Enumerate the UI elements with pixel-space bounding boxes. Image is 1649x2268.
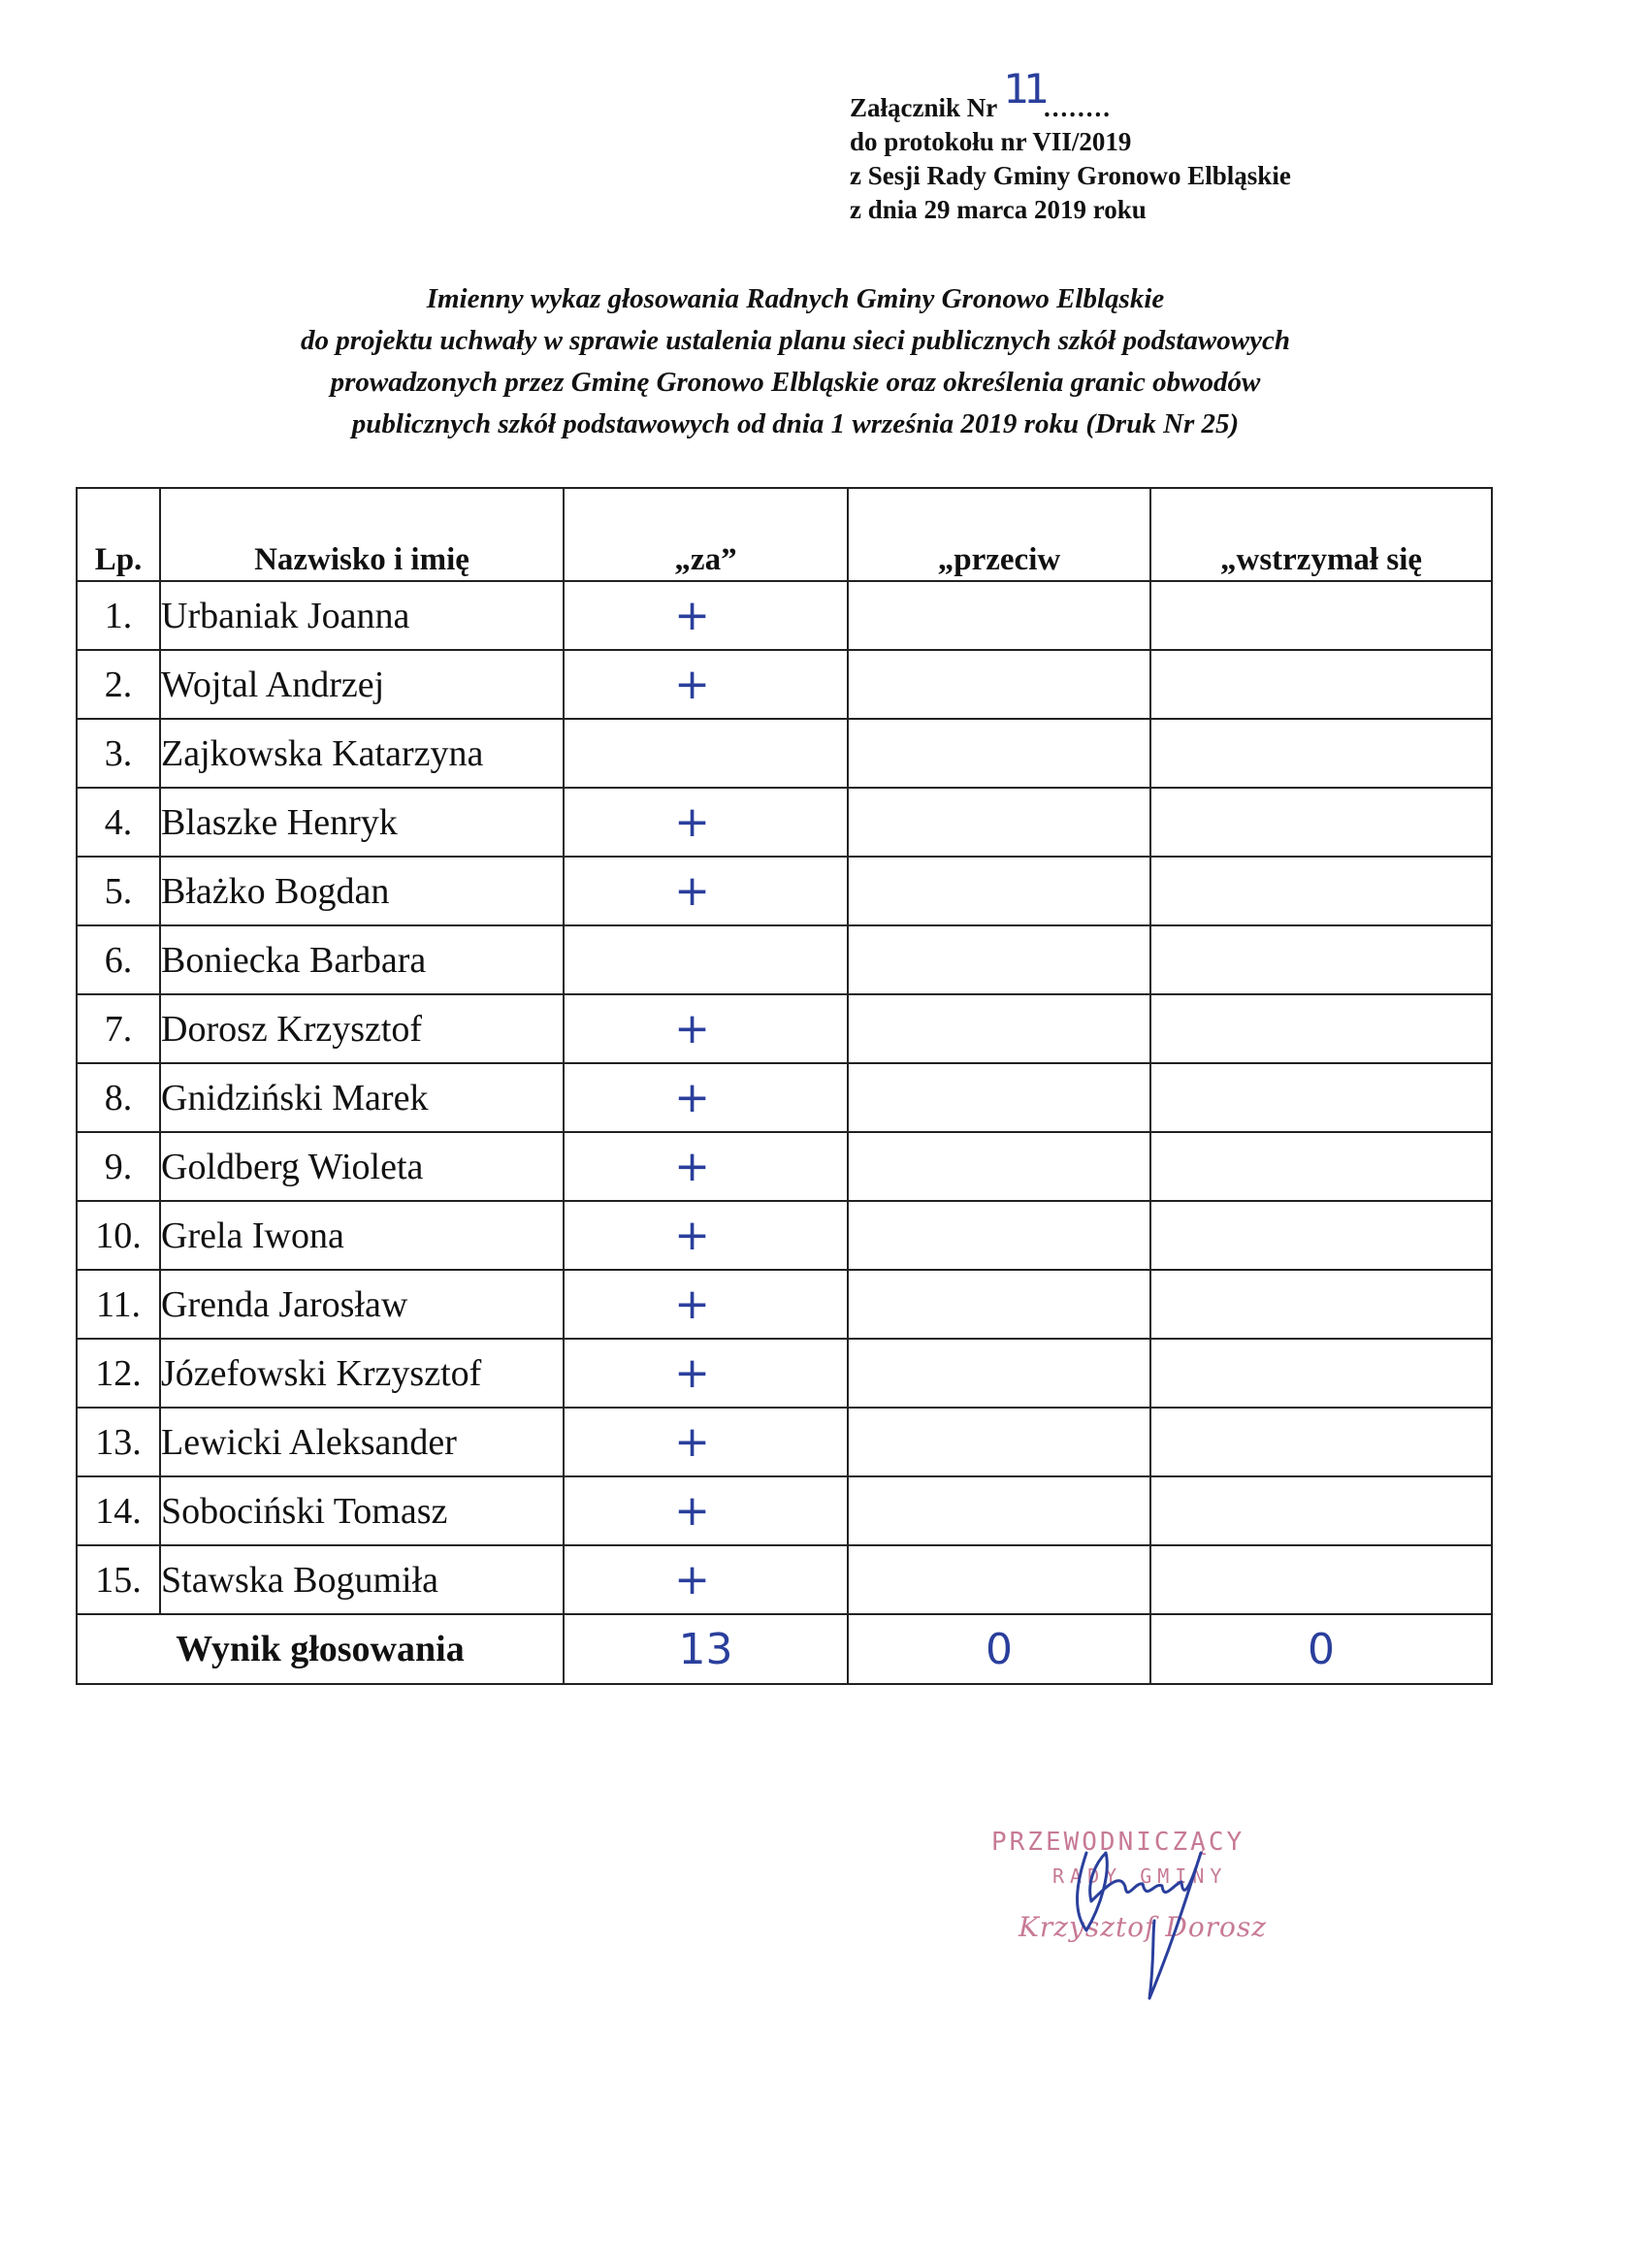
table-row: [77, 581, 1492, 650]
table-row: [77, 1339, 1492, 1408]
row-lp: 11.: [77, 1270, 160, 1339]
row-przeciw: [848, 719, 1150, 788]
title-line-1: Imienny wykaz głosowania Radnych Gminy Gronowo Elbląskie: [426, 283, 1165, 314]
row-przeciw: [848, 1339, 1150, 1408]
row-wstrzymal: [1150, 581, 1492, 650]
row-lp: 1.: [77, 581, 160, 650]
row-przeciw: [848, 581, 1150, 650]
row-name: Błażko Bogdan: [160, 857, 564, 925]
row-za: [564, 1339, 848, 1408]
stamp-line-1: PRZEWODNICZĄCY: [991, 1828, 1245, 1857]
row-wstrzymal: [1150, 994, 1492, 1063]
row-lp: 10.: [77, 1201, 160, 1270]
row-za: [564, 1408, 848, 1476]
stamp-line-3: Krzysztof Dorosz: [1018, 1911, 1268, 1943]
row-przeciw: [848, 1201, 1150, 1270]
row-za: [564, 650, 848, 719]
row-za: [564, 1063, 848, 1132]
row-lp: 3.: [77, 719, 160, 788]
table-row: [77, 719, 1492, 788]
protocol-line: do protokołu nr VII/2019: [850, 127, 1132, 156]
row-przeciw: [848, 1063, 1150, 1132]
row-wstrzymal: [1150, 1476, 1492, 1545]
date-line: z dnia 29 marca 2019 roku: [850, 195, 1147, 224]
row-za: [564, 719, 848, 788]
row-przeciw: [848, 1408, 1150, 1476]
row-za-mark: +: [674, 1073, 710, 1122]
row-lp: 7.: [77, 994, 160, 1063]
row-name: Blaszke Henryk: [160, 788, 564, 857]
row-przeciw: [848, 788, 1150, 857]
row-name: Grela Iwona: [160, 1201, 564, 1270]
row-wstrzymal: [1150, 1339, 1492, 1408]
row-lp: 8.: [77, 1063, 160, 1132]
row-za-mark: +: [674, 1486, 710, 1536]
chairman-stamp: [980, 1814, 1300, 2008]
row-lp: 13.: [77, 1408, 160, 1476]
total-za-value: 13: [678, 1624, 733, 1674]
table-row: [77, 788, 1492, 857]
total-label: Wynik głosowania: [77, 1614, 564, 1684]
document-title: [116, 278, 1474, 445]
voting-table: [76, 487, 1493, 1685]
table-row: [77, 1201, 1492, 1270]
row-name: Goldberg Wioleta: [160, 1132, 564, 1201]
row-wstrzymal: [1150, 1270, 1492, 1339]
row-za-mark: +: [674, 1555, 710, 1604]
row-name: Lewicki Aleksander: [160, 1408, 564, 1476]
table-row: [77, 857, 1492, 925]
row-przeciw: [848, 650, 1150, 719]
total-row: [77, 1614, 1492, 1684]
total-przeciw-value: 0: [986, 1624, 1013, 1674]
table-body: [77, 581, 1492, 1614]
table-row: [77, 1476, 1492, 1545]
row-za-mark: +: [674, 1142, 710, 1191]
annex-number-handwritten: 11: [1003, 65, 1044, 113]
row-lp: 15.: [77, 1545, 160, 1614]
row-za-mark: +: [674, 1211, 710, 1260]
row-za: [564, 994, 848, 1063]
row-name: Gnidziński Marek: [160, 1063, 564, 1132]
row-za-mark: +: [674, 866, 710, 916]
total-za: [564, 1614, 848, 1684]
table-row: [77, 1063, 1492, 1132]
row-wstrzymal: [1150, 857, 1492, 925]
table-row: [77, 1545, 1492, 1614]
row-przeciw: [848, 925, 1150, 994]
table-row: [77, 650, 1492, 719]
row-name: Wojtal Andrzej: [160, 650, 564, 719]
header-za: „za”: [564, 488, 848, 581]
total-wstrzymal-value: 0: [1308, 1624, 1335, 1674]
row-wstrzymal: [1150, 788, 1492, 857]
row-lp: 9.: [77, 1132, 160, 1201]
total-wstrzymal: [1150, 1614, 1492, 1684]
header-lp: Lp.: [77, 488, 160, 581]
annex-dots: ........: [1043, 93, 1112, 122]
row-name: Boniecka Barbara: [160, 925, 564, 994]
row-za-mark: +: [674, 1280, 710, 1329]
table-header-row: [77, 488, 1492, 581]
annex-header: [850, 65, 1529, 227]
row-name: Dorosz Krzysztof: [160, 994, 564, 1063]
row-przeciw: [848, 994, 1150, 1063]
stamp-line-2: RADY GMINY: [1052, 1864, 1228, 1888]
row-za: [564, 1132, 848, 1201]
session-line: z Sesji Rady Gminy Gronowo Elbląskie: [850, 161, 1291, 190]
row-name: Józefowski Krzysztof: [160, 1339, 564, 1408]
row-wstrzymal: [1150, 1545, 1492, 1614]
row-wstrzymal: [1150, 1132, 1492, 1201]
row-wstrzymal: [1150, 925, 1492, 994]
row-lp: 14.: [77, 1476, 160, 1545]
row-za-mark: +: [674, 1348, 710, 1398]
signature-icon: [1038, 1814, 1251, 2008]
table-row: [77, 1270, 1492, 1339]
row-za-mark: +: [674, 591, 710, 640]
row-name: Sobociński Tomasz: [160, 1476, 564, 1545]
table-row: [77, 925, 1492, 994]
row-wstrzymal: [1150, 1201, 1492, 1270]
header-name: Nazwisko i imię: [160, 488, 564, 581]
row-za-mark: +: [674, 1004, 710, 1053]
table-row: [77, 994, 1492, 1063]
title-line-2: do projektu uchwały w sprawie ustalenia planu sieci publicznych szkół podstawowych: [301, 325, 1290, 356]
row-lp: 4.: [77, 788, 160, 857]
row-lp: 2.: [77, 650, 160, 719]
row-za: [564, 1270, 848, 1339]
table-row: [77, 1408, 1492, 1476]
row-przeciw: [848, 1270, 1150, 1339]
row-za: [564, 857, 848, 925]
row-za-mark: +: [674, 1417, 710, 1467]
header-przeciw: „przeciw: [848, 488, 1150, 581]
title-line-4: publicznych szkół podstawowych od dnia 1 września 2019 roku (Druk Nr 25): [351, 408, 1240, 439]
row-za: [564, 1201, 848, 1270]
title-line-3: prowadzonych przez Gminę Gronowo Elbląskie oraz określenia granic obwodów: [330, 367, 1261, 398]
annex-label: Załącznik Nr: [850, 93, 997, 122]
row-name: Zajkowska Katarzyna: [160, 719, 564, 788]
row-przeciw: [848, 1545, 1150, 1614]
row-za: [564, 925, 848, 994]
row-wstrzymal: [1150, 650, 1492, 719]
row-name: Stawska Bogumiła: [160, 1545, 564, 1614]
row-lp: 6.: [77, 925, 160, 994]
row-name: Grenda Jarosław: [160, 1270, 564, 1339]
row-wstrzymal: [1150, 1408, 1492, 1476]
row-name: Urbaniak Joanna: [160, 581, 564, 650]
row-przeciw: [848, 1132, 1150, 1201]
row-lp: 12.: [77, 1339, 160, 1408]
row-za: [564, 788, 848, 857]
row-za: [564, 1545, 848, 1614]
row-lp: 5.: [77, 857, 160, 925]
row-przeciw: [848, 857, 1150, 925]
header-wstrzymal: „wstrzymał się: [1150, 488, 1492, 581]
row-wstrzymal: [1150, 1063, 1492, 1132]
row-wstrzymal: [1150, 719, 1492, 788]
row-przeciw: [848, 1476, 1150, 1545]
row-za: [564, 581, 848, 650]
row-za-mark: +: [674, 797, 710, 847]
row-za-mark: +: [674, 660, 710, 709]
table-row: [77, 1132, 1492, 1201]
row-za: [564, 1476, 848, 1545]
total-przeciw: [848, 1614, 1150, 1684]
annex-number-line: [850, 65, 1529, 125]
